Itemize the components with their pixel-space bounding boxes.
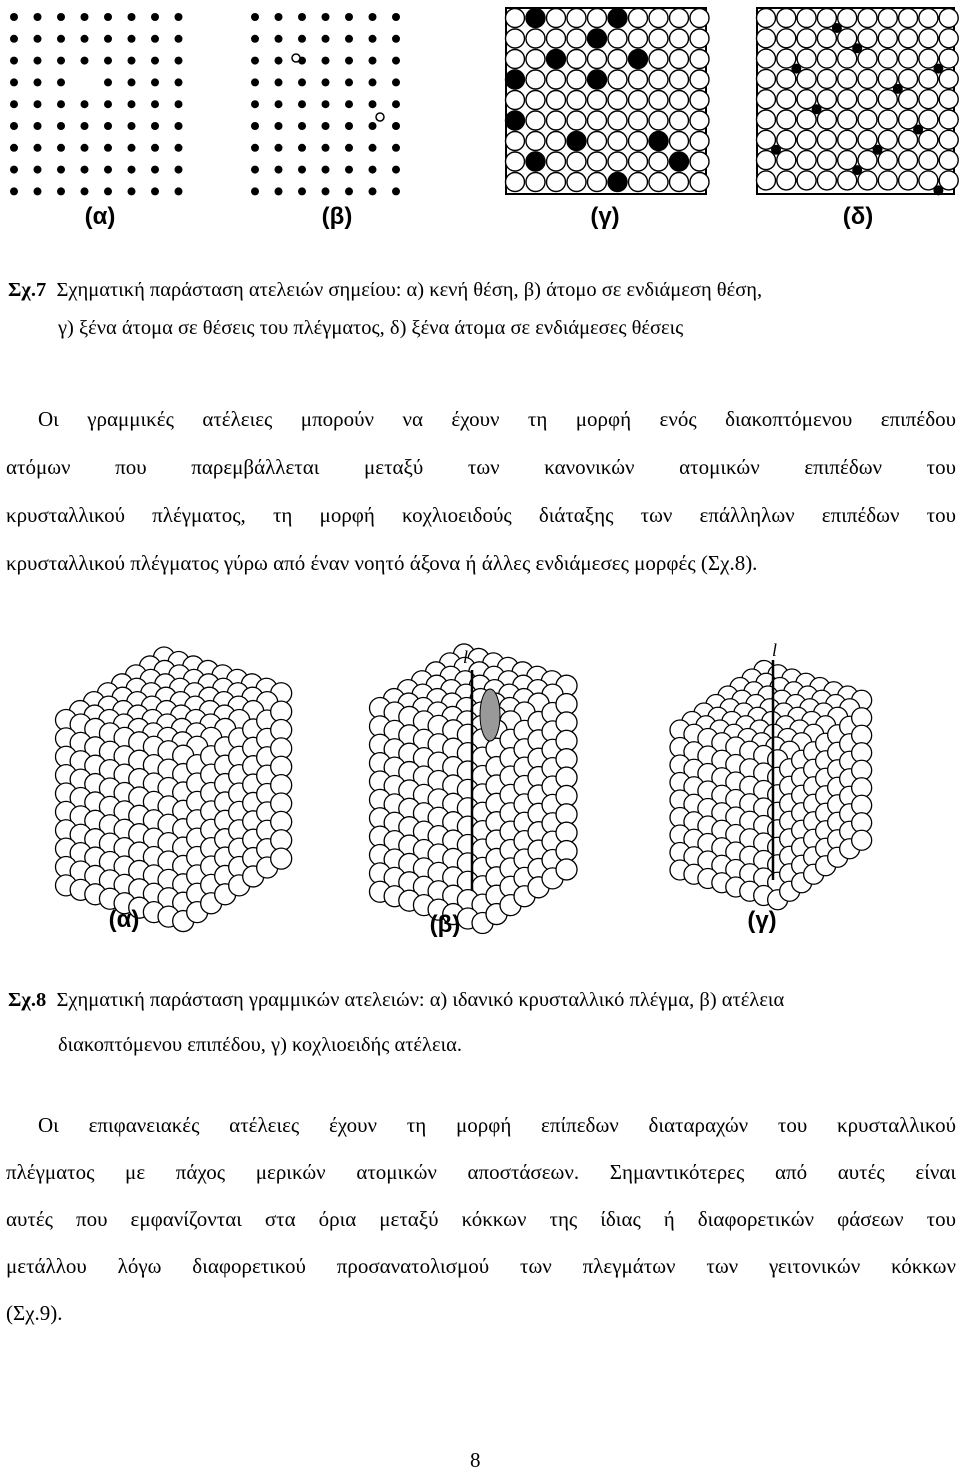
edge-dislocation-block (370, 644, 578, 934)
para1-line3: κρυσταλλικού πλέγματος, τη μορφή κοχλιοειδούς διάταξης των επάλληλων επιπέδων του (6, 503, 956, 527)
fig7-label-c: (γ) (590, 203, 620, 230)
fig7-number: Σχ.7 (8, 279, 47, 301)
fig8-number: Σχ.8 (8, 989, 47, 1011)
para1-line4: κρυσταλλικού πλέγματος γύρω από έναν νοητό άξονα ή άλλες ενδιάμεσες μορφές (Σχ.8). (6, 551, 758, 575)
fig8-label-b: (β) (429, 911, 461, 938)
para1-line2: ατόμων που παρεμβάλλεται μεταξύ των κανονικών ατομικών επιπέδων του (6, 455, 956, 479)
fig8-caption-line2: διακοπτόμενου επιπέδου, γ) κοχλιοειδής ατέλεια. (58, 1034, 462, 1056)
fig8b-axis-label: l (463, 647, 469, 667)
screw-dislocation-block (670, 660, 872, 910)
fig7-label-a: (α) (84, 203, 116, 230)
ideal-crystal-block (56, 647, 292, 932)
fig7-label-d: (δ) (842, 203, 874, 230)
fig7-caption-line1: Σχηματική παράσταση ατελειών σημείου: α) κενή θέση, β) άτομο σε ενδιάμεση θέση, (56, 279, 763, 301)
extra-half-plane (480, 689, 500, 741)
fig8-label-c: (γ) (747, 907, 777, 934)
para2-line1: Οι επιφανειακές ατέλειες έχουν τη μορφή επίπεδων διαταραχών του κρυσταλλικού (38, 1113, 956, 1137)
para1-line1: Οι γραμμικές ατέλειες μπορούν να έχουν τη μορφή ενός διακοπτόμενου επιπέδου (38, 407, 956, 431)
atom (556, 859, 577, 880)
fig8-caption-line1: Σχηματική παράσταση γραμμικών ατελειών: α) ιδανικό κρυσταλλικό πλέγμα, β) ατέλεια (56, 989, 785, 1011)
page-number: 8 (470, 1448, 481, 1472)
fig7-caption-line2: γ) ξένα άτομα σε θέσεις του πλέγματος, δ) ξένα άτομα σε ενδιάμεσες θέσεις (58, 317, 684, 339)
atom (271, 848, 292, 869)
fig8c-axis-label: l (772, 640, 778, 660)
fig8-label-a: (α) (108, 906, 140, 933)
para2-line4: μετάλλου λόγω διαφορετικού προσανατολισμού των πλεγμάτων των γειτονικών κόκκων (6, 1254, 956, 1278)
fig7-label-b: (β) (321, 203, 353, 230)
atom (852, 830, 872, 850)
para2-line2: πλέγματος με πάχος μερικών ατομικών αποστάσεων. Σημαντικότερες από αυτές είναι (6, 1160, 956, 1184)
para2-line3: αυτές που εμφανίζονται στα όρια μεταξύ κόκκων της ίδιας ή διαφορετικών φάσεων του (6, 1207, 956, 1231)
para2-line5: (Σχ.9). (6, 1301, 63, 1325)
